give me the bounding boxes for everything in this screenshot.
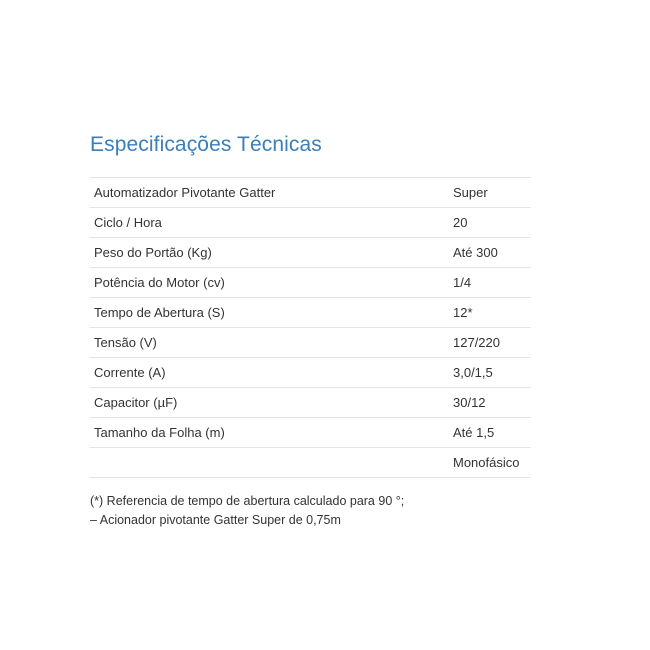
spec-value: Monofásico <box>449 448 531 478</box>
spec-value: Super <box>449 178 531 208</box>
spec-label: Ciclo / Hora <box>90 208 449 238</box>
spec-value: 30/12 <box>449 388 531 418</box>
spec-label: Corrente (A) <box>90 358 449 388</box>
spec-value: 20 <box>449 208 531 238</box>
table-row <box>90 388 531 418</box>
spec-value: Até 1,5 <box>449 418 531 448</box>
table-row <box>90 208 531 238</box>
spec-label: Potência do Motor (cv) <box>90 268 449 298</box>
table-row <box>90 328 531 358</box>
spec-label: Automatizador Pivotante Gatter <box>90 178 449 208</box>
spec-value: Até 300 <box>449 238 531 268</box>
spec-label: Tensão (V) <box>90 328 449 358</box>
spec-value: 3,0/1,5 <box>449 358 531 388</box>
spec-label: Capacitor (µF) <box>90 388 449 418</box>
table-row <box>90 448 531 478</box>
spec-value: 12* <box>449 298 531 328</box>
spec-label <box>90 448 449 478</box>
specs-table <box>90 177 531 478</box>
footnote-actuator: – Acionador pivotante Gatter Super de 0,75m <box>90 513 341 527</box>
table-row <box>90 178 531 208</box>
spec-value: 1/4 <box>449 268 531 298</box>
page-title: Especificações Técnicas <box>90 133 322 157</box>
table-row <box>90 298 531 328</box>
spec-value: 127/220 <box>449 328 531 358</box>
table-row <box>90 358 531 388</box>
table-row <box>90 268 531 298</box>
spec-label: Tamanho da Folha (m) <box>90 418 449 448</box>
spec-label: Tempo de Abertura (S) <box>90 298 449 328</box>
footnote-opening-time: (*) Referencia de tempo de abertura calculado para 90 °; <box>90 494 405 508</box>
spec-label: Peso do Portão (Kg) <box>90 238 449 268</box>
table-row <box>90 238 531 268</box>
footnotes <box>90 492 404 530</box>
table-row <box>90 418 531 448</box>
